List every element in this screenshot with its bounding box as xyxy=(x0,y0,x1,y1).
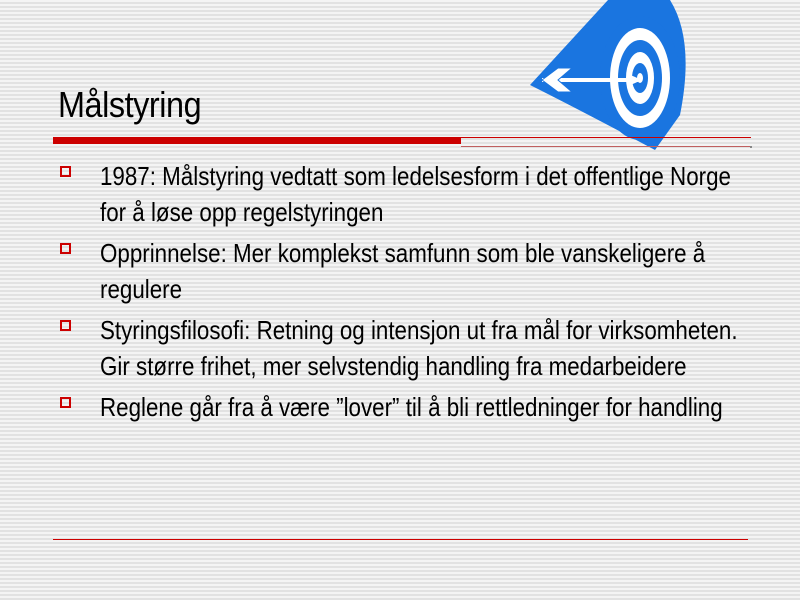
hollow-square-bullet-icon xyxy=(60,320,71,331)
title-underline-line xyxy=(461,137,751,138)
hollow-square-bullet-icon xyxy=(60,243,71,254)
divider-end-mark xyxy=(750,146,752,148)
footer-divider xyxy=(53,539,748,540)
list-item xyxy=(58,158,758,230)
title-underline-bar xyxy=(53,137,461,144)
bullet-text: Opprinnelse: Mer komplekst samfunn som ble vanskeligere å regulere xyxy=(100,238,706,304)
bullet-list xyxy=(58,158,758,430)
target-arrow-icon xyxy=(520,0,760,150)
slide-title: Målstyring xyxy=(58,84,202,125)
hollow-square-bullet-icon xyxy=(60,397,71,408)
hollow-square-bullet-icon xyxy=(60,166,71,177)
bullet-text: Styringsfilosofi: Retning og intensjon ut fra mål for virksomheten. Gir større frihet, mer selvstendig handling fra medarbeidere xyxy=(100,315,738,381)
list-item xyxy=(58,235,758,307)
title-underline-line-lower xyxy=(461,146,751,147)
list-item xyxy=(58,312,758,384)
bullet-text: 1987: Målstyring vedtatt som ledelsesform i det offentlige Norge for å løse opp regelstyringen xyxy=(100,161,731,227)
list-item xyxy=(58,389,758,425)
bullet-text: Reglene går fra å være ”lover” til å bli rettledninger for handling xyxy=(100,392,723,422)
